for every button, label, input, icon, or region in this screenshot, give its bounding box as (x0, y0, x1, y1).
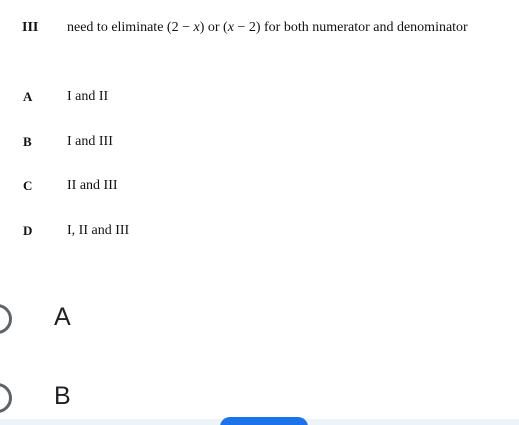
option-text: I, II and III (67, 223, 130, 238)
choice-a[interactable] (0, 300, 200, 344)
choice-b[interactable] (0, 379, 200, 423)
option-letter: D (23, 223, 33, 238)
expression-x-minus-2: (x − 2) (223, 20, 261, 35)
choice-label-b: B (54, 382, 71, 410)
option-row-d (0, 220, 519, 244)
choice-label-a: A (54, 303, 71, 331)
expression-2-minus-x: (2 − x) (166, 20, 205, 35)
submit-button[interactable] (220, 417, 308, 425)
statement-number: III (22, 20, 39, 35)
option-text: I and III (67, 134, 113, 149)
option-letter: B (23, 134, 32, 149)
option-text: I and II (67, 89, 109, 104)
statement-connector: or (207, 20, 220, 35)
statement-text (67, 20, 468, 36)
statement-row (0, 16, 519, 40)
option-row-a (0, 86, 519, 110)
option-text: II and III (67, 178, 118, 193)
radio-button-b[interactable] (0, 383, 12, 413)
option-letter: A (23, 89, 33, 104)
option-row-c (0, 175, 519, 199)
radio-button-a[interactable] (0, 304, 12, 334)
statement-text-before: need to eliminate (67, 20, 164, 35)
option-row-b (0, 131, 519, 155)
option-letter: C (23, 178, 33, 193)
statement-text-after: for both numerator and denominator (264, 20, 468, 35)
